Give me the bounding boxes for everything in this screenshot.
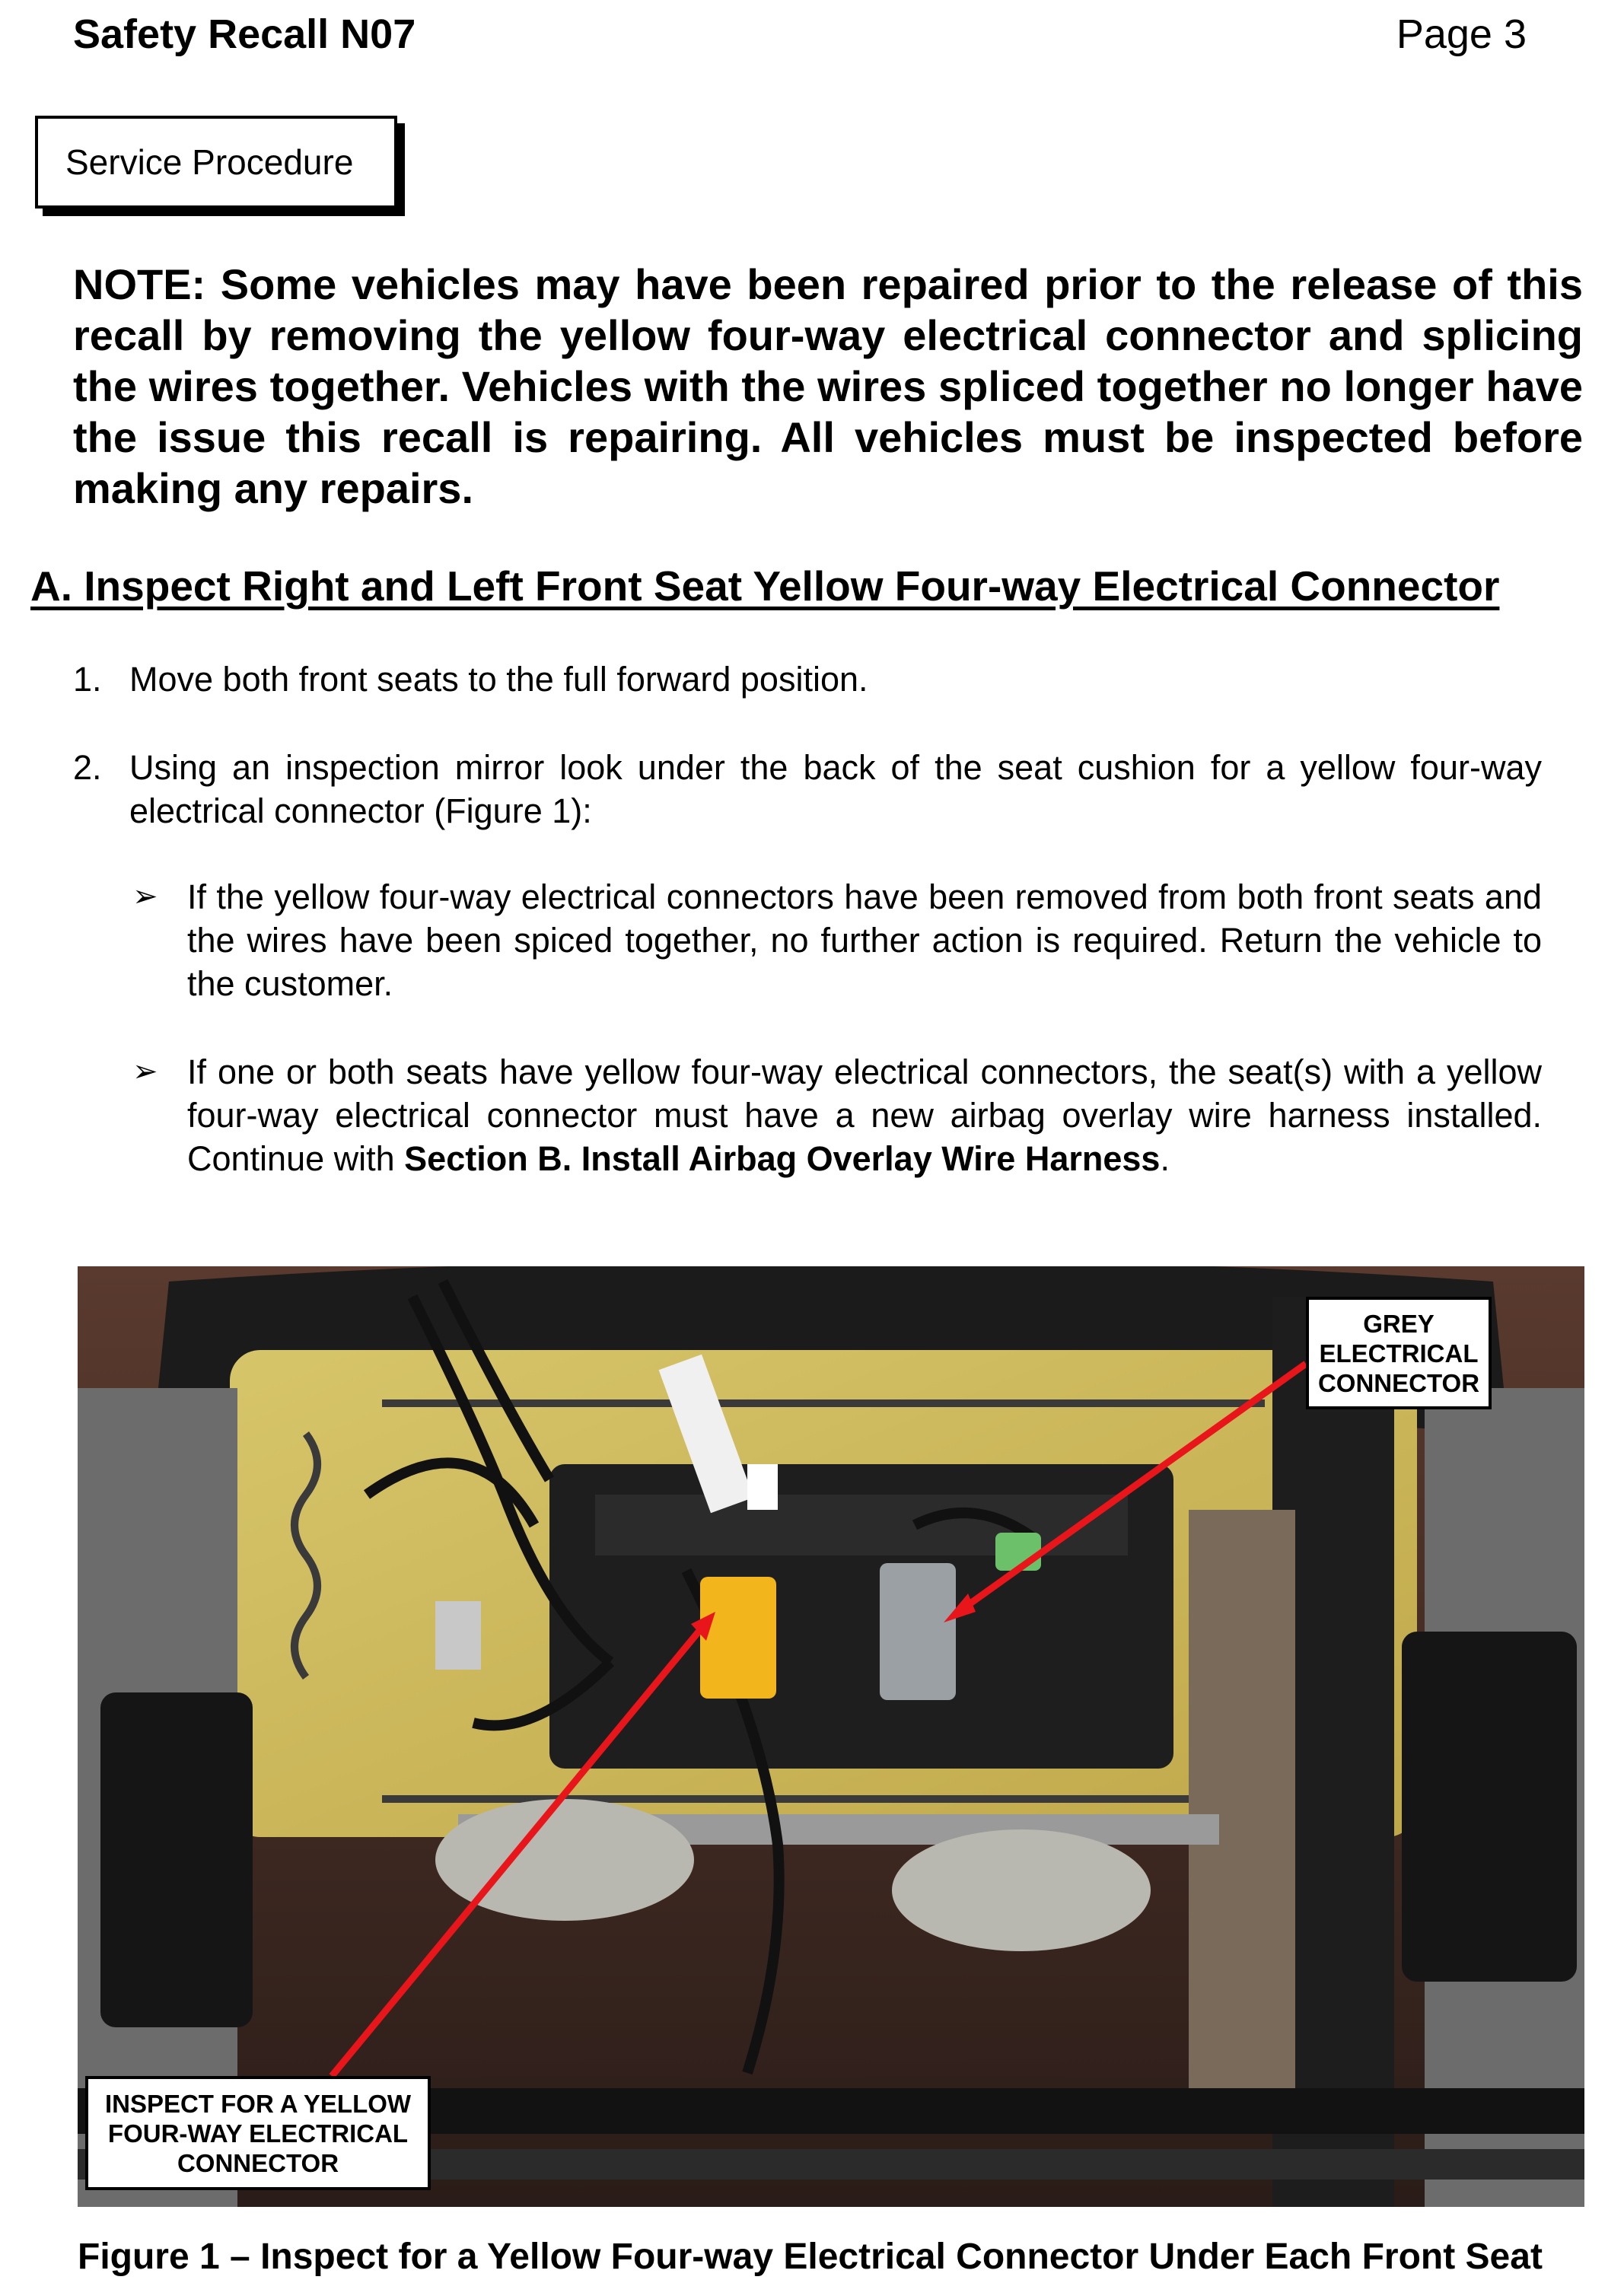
grey-connector (880, 1563, 956, 1700)
step-2 (73, 746, 1542, 837)
service-procedure-box (35, 116, 397, 209)
callout-yellow-label: INSPECT FOR A YELLOW FOUR-WAY ELECTRICAL CONNECTOR (104, 2089, 412, 2177)
callout-grey-label: GREY ELECTRICAL CONNECTOR (1317, 1309, 1480, 1397)
yellow-connector (700, 1577, 776, 1699)
bullet-text (187, 1050, 1542, 1180)
step-number: 1. (73, 660, 102, 699)
bullet-text: If the yellow four-way electrical connectors have been removed from both front seats and the wires have been spiced together, no further action is required. Return the vehicle to the customer. (187, 877, 1542, 1003)
service-procedure-label: Service Procedure (65, 142, 354, 182)
arrow-bullet-icon: ➢ (132, 880, 158, 913)
note-paragraph: NOTE: Some vehicles may have been repaired prior to the release of this recall by removing the yellow four-way electrical connector and splicing the wires together. Vehicles with the wires spliced together no longer have the issue this recall is repairing. All vehicles must be inspected before making any repairs. (73, 260, 1583, 512)
section-b-link-text: Section B. Install Airbag Overlay Wire Harness (404, 1139, 1161, 1178)
bullet-text-plain: If one or both seats have yellow four-way electrical connectors, the seat(s) with a yellow four-way electrical connector must have a new airbag overlay wire harness installed. Continue with (187, 1052, 1542, 1178)
step-1 (73, 658, 1542, 703)
bullet-text-end: . (1160, 1139, 1170, 1178)
header-title: Safety Recall N07 (73, 11, 416, 57)
callout-yellow-connector (85, 2076, 431, 2190)
page-number: Page 3 (1396, 11, 1527, 57)
figure-caption: Figure 1 – Inspect for a Yellow Four-way Electrical Connector Under Each Front Seat (78, 2237, 1543, 2277)
arrow-bullet-icon: ➢ (132, 1055, 158, 1088)
step-text: Move both front seats to the full forward position. (129, 660, 868, 699)
section-a-title: A. Inspect Right and Left Front Seat Yellow Four-way Electrical Connector (30, 562, 1500, 610)
step-number: 2. (73, 748, 102, 787)
bullet-item-1 (132, 875, 1542, 1012)
seat-underside-photo (78, 1266, 1584, 2207)
bullet-item-2 (132, 1050, 1542, 1233)
step-text: Using an inspection mirror look under the back of the seat cushion for a yellow four-way electrical connector (Figure 1): (129, 748, 1542, 830)
callout-grey-connector (1306, 1297, 1492, 1409)
